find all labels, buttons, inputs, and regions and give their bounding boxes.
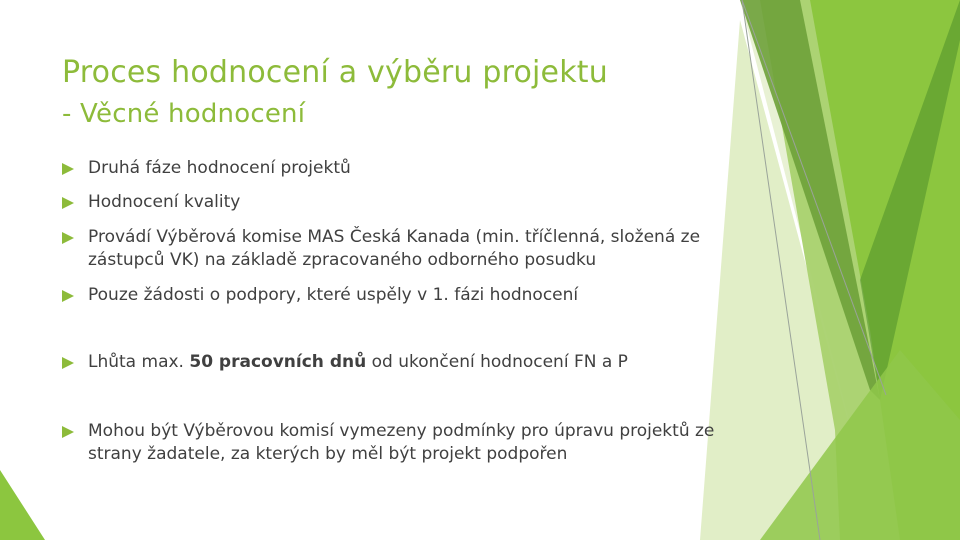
bullet-text-after: od ukončení hodnocení FN a P: [366, 352, 628, 372]
title-line-1: Proces hodnocení a výběru projektu: [62, 55, 608, 90]
bullet-text: [88, 352, 628, 372]
bullet-text: Druhá fáze hodnocení projektů: [88, 158, 351, 178]
bullet-arrow-icon: [62, 163, 74, 175]
bullet-arrow-icon: [62, 290, 74, 302]
bullet-arrow-icon: [62, 197, 74, 209]
bullet-arrow-icon: [62, 232, 74, 244]
bullet-item: [62, 284, 752, 307]
bullet-text: Pouze žádosti o podpory, které uspěly v 1. fázi hodnocení: [88, 285, 579, 305]
bullet-item: [62, 420, 752, 466]
slide-title: [62, 52, 742, 134]
bullet-item: [62, 157, 752, 180]
bullet-text-before: Lhůta max.: [88, 352, 190, 372]
decor-left-bottom: [0, 470, 45, 540]
bullet-arrow-icon: [62, 357, 74, 369]
bullet-arrow-icon: [62, 426, 74, 438]
bullet-text: Provádí Výběrová komise MAS Česká Kanada (min. tříčlenná, složená ze zástupců VK) na základě zpracovaného odborného posudku: [88, 227, 701, 270]
bullet-item: [62, 191, 752, 214]
bullet-text: Hodnocení kvality: [88, 192, 241, 212]
bullet-text-bold: 50 pracovních dnů: [189, 352, 367, 372]
bullet-text: Mohou být Výběrovou komisí vymezeny podmínky pro úpravu projektů ze strany žadatele, za kterých by měl být projekt podpořen: [88, 421, 715, 464]
title-line-2: - Věcné hodnocení: [62, 99, 306, 129]
bullet-item: [62, 351, 752, 374]
bullet-item: [62, 226, 752, 272]
